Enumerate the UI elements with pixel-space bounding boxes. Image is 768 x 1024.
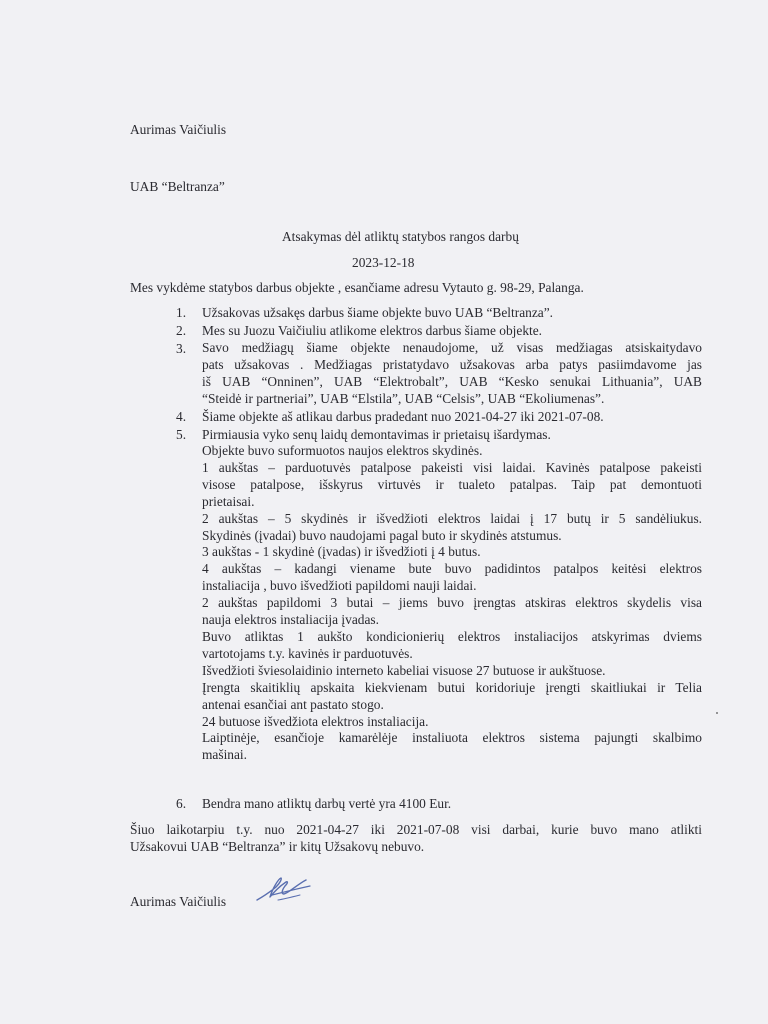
- list-item-line: pats užsakovas . Medžiagas pristatydavo užsakovas arba patys pasiimdavome jas: [202, 356, 702, 372]
- list-item-line: iš UAB “Onninen”, UAB “Elektrobalt”, UAB “Kesko senukai Lithuania”, UAB: [202, 373, 702, 389]
- detail-line: vartotojams t.y. kavinės ir parduotuvės.: [202, 645, 413, 661]
- detail-line: 2 aukštas papildomi 3 butai – jiems buvo įrengtas atskiras elektros skydelis visa: [202, 595, 702, 611]
- detail-line: Skydinės (įvadai) buvo naudojami pagal buto ir skydinės atstumus.: [202, 527, 562, 543]
- list-item-text: Užsakovas užsakęs darbus šiame objekte buvo UAB “Beltranza”.: [202, 305, 554, 320]
- list-number: 5.: [176, 427, 187, 442]
- list-number: 2.: [176, 323, 187, 338]
- list-number: 3.: [176, 341, 187, 356]
- detail-line: 1 aukštas – parduotuvės patalpose pakeisti visi laidai. Kavinės patalpose pakeisti: [202, 459, 702, 475]
- detail-line: visose patalpose, išskyrus virtuvės ir tualeto patalpas. Taip pat demontuoti: [202, 476, 702, 492]
- list-item-text: Pirmiausia vyko senų laidų demontavimas ir prietaisų išardymas.: [202, 427, 551, 442]
- detail-line: 2 aukštas – 5 skydinės ir išvedžioti elektros laidai į 17 butų ir 5 sandėliukus.: [202, 510, 702, 526]
- closing-line: Užsakovui UAB “Beltranza” ir kitų Užsakovų nebuvo.: [130, 839, 425, 854]
- intro-paragraph: Mes vykdėme statybos darbus objekte , esančiame adresu Vytauto g. 98-29, Palanga.: [130, 280, 584, 295]
- detail-line: 3 aukštas - 1 skydinė (įvadas) ir išvedžioti į 4 butus.: [202, 544, 481, 560]
- closing-line: Šiuo laikotarpiu t.y. nuo 2021-04-27 iki 2021-07-08 visi darbai, kurie buvo mano atlikti: [130, 822, 702, 837]
- list-item-text: Šiame objekte aš atlikau darbus pradedant nuo 2021-04-27 iki 2021-07-08.: [202, 409, 604, 424]
- detail-line: Išvedžioti šviesolaidinio interneto kabeliai visuose 27 butuose ir aukštuose.: [202, 662, 606, 678]
- recipient-name: UAB “Beltranza”: [130, 179, 225, 194]
- detail-line: Objekte buvo suformuotos naujos elektros skydinės.: [202, 443, 483, 458]
- list-item-3-block: [202, 340, 702, 408]
- detail-line: Laiptinėje, esančioje kamarėlėje instaliuota elektros sistema pajungti skalbimo: [202, 730, 702, 746]
- scan-speck: [716, 712, 718, 714]
- detail-line: nauja elektros instaliacija įvadas.: [202, 612, 379, 628]
- list-number: 4.: [176, 409, 187, 424]
- list-item-text: Bendra mano atliktų darbų vertė yra 4100 Eur.: [202, 796, 452, 811]
- list-item-text: Mes su Juozu Vaičiuliu atlikome elektros darbus šiame objekte.: [202, 323, 543, 338]
- closing-paragraph: [130, 821, 702, 855]
- handwritten-signature-icon: [254, 870, 314, 908]
- detail-line: antenai esančiai ant pastato stogo.: [202, 696, 384, 712]
- detail-line: 4 aukštas – kadangi viename bute buvo padidintos patalpos keitėsi elektros: [202, 561, 702, 577]
- detail-line: Įrengta skaitiklių apskaita kiekvienam butui koridoriuje įrengti skaitliukai ir Telia: [202, 679, 702, 695]
- detail-line: instaliacija , buvo išvedžioti papildomi nauji laidai.: [202, 578, 477, 594]
- sender-name: Aurimas Vaičiulis: [130, 122, 227, 137]
- document-title: Atsakymas dėl atliktų statybos rangos darbų: [282, 229, 519, 244]
- list-number: 6.: [176, 796, 187, 811]
- signature-name: Aurimas Vaičiulis: [130, 894, 227, 909]
- detail-line: prietaisai.: [202, 493, 255, 509]
- document-date: 2023-12-18: [352, 255, 415, 270]
- list-item-line: “Steidė ir partneriai”, UAB “Elstila”, UAB “Celsis”, UAB “Ekoliumenas”.: [202, 390, 605, 406]
- item-5-details: [202, 443, 702, 764]
- detail-line: Buvo atliktas 1 aukšto kondicionierių elektros instaliacijos atskyrimas dviems: [202, 628, 702, 644]
- list-number: 1.: [176, 305, 187, 320]
- detail-line: mašinai.: [202, 747, 247, 763]
- detail-line: 24 butuose išvedžiota elektros instaliacija.: [202, 713, 429, 729]
- list-item-line: Savo medžiagų šiame objekte nenaudojome, už visas medžiagas atsiskaitydavo: [202, 340, 702, 355]
